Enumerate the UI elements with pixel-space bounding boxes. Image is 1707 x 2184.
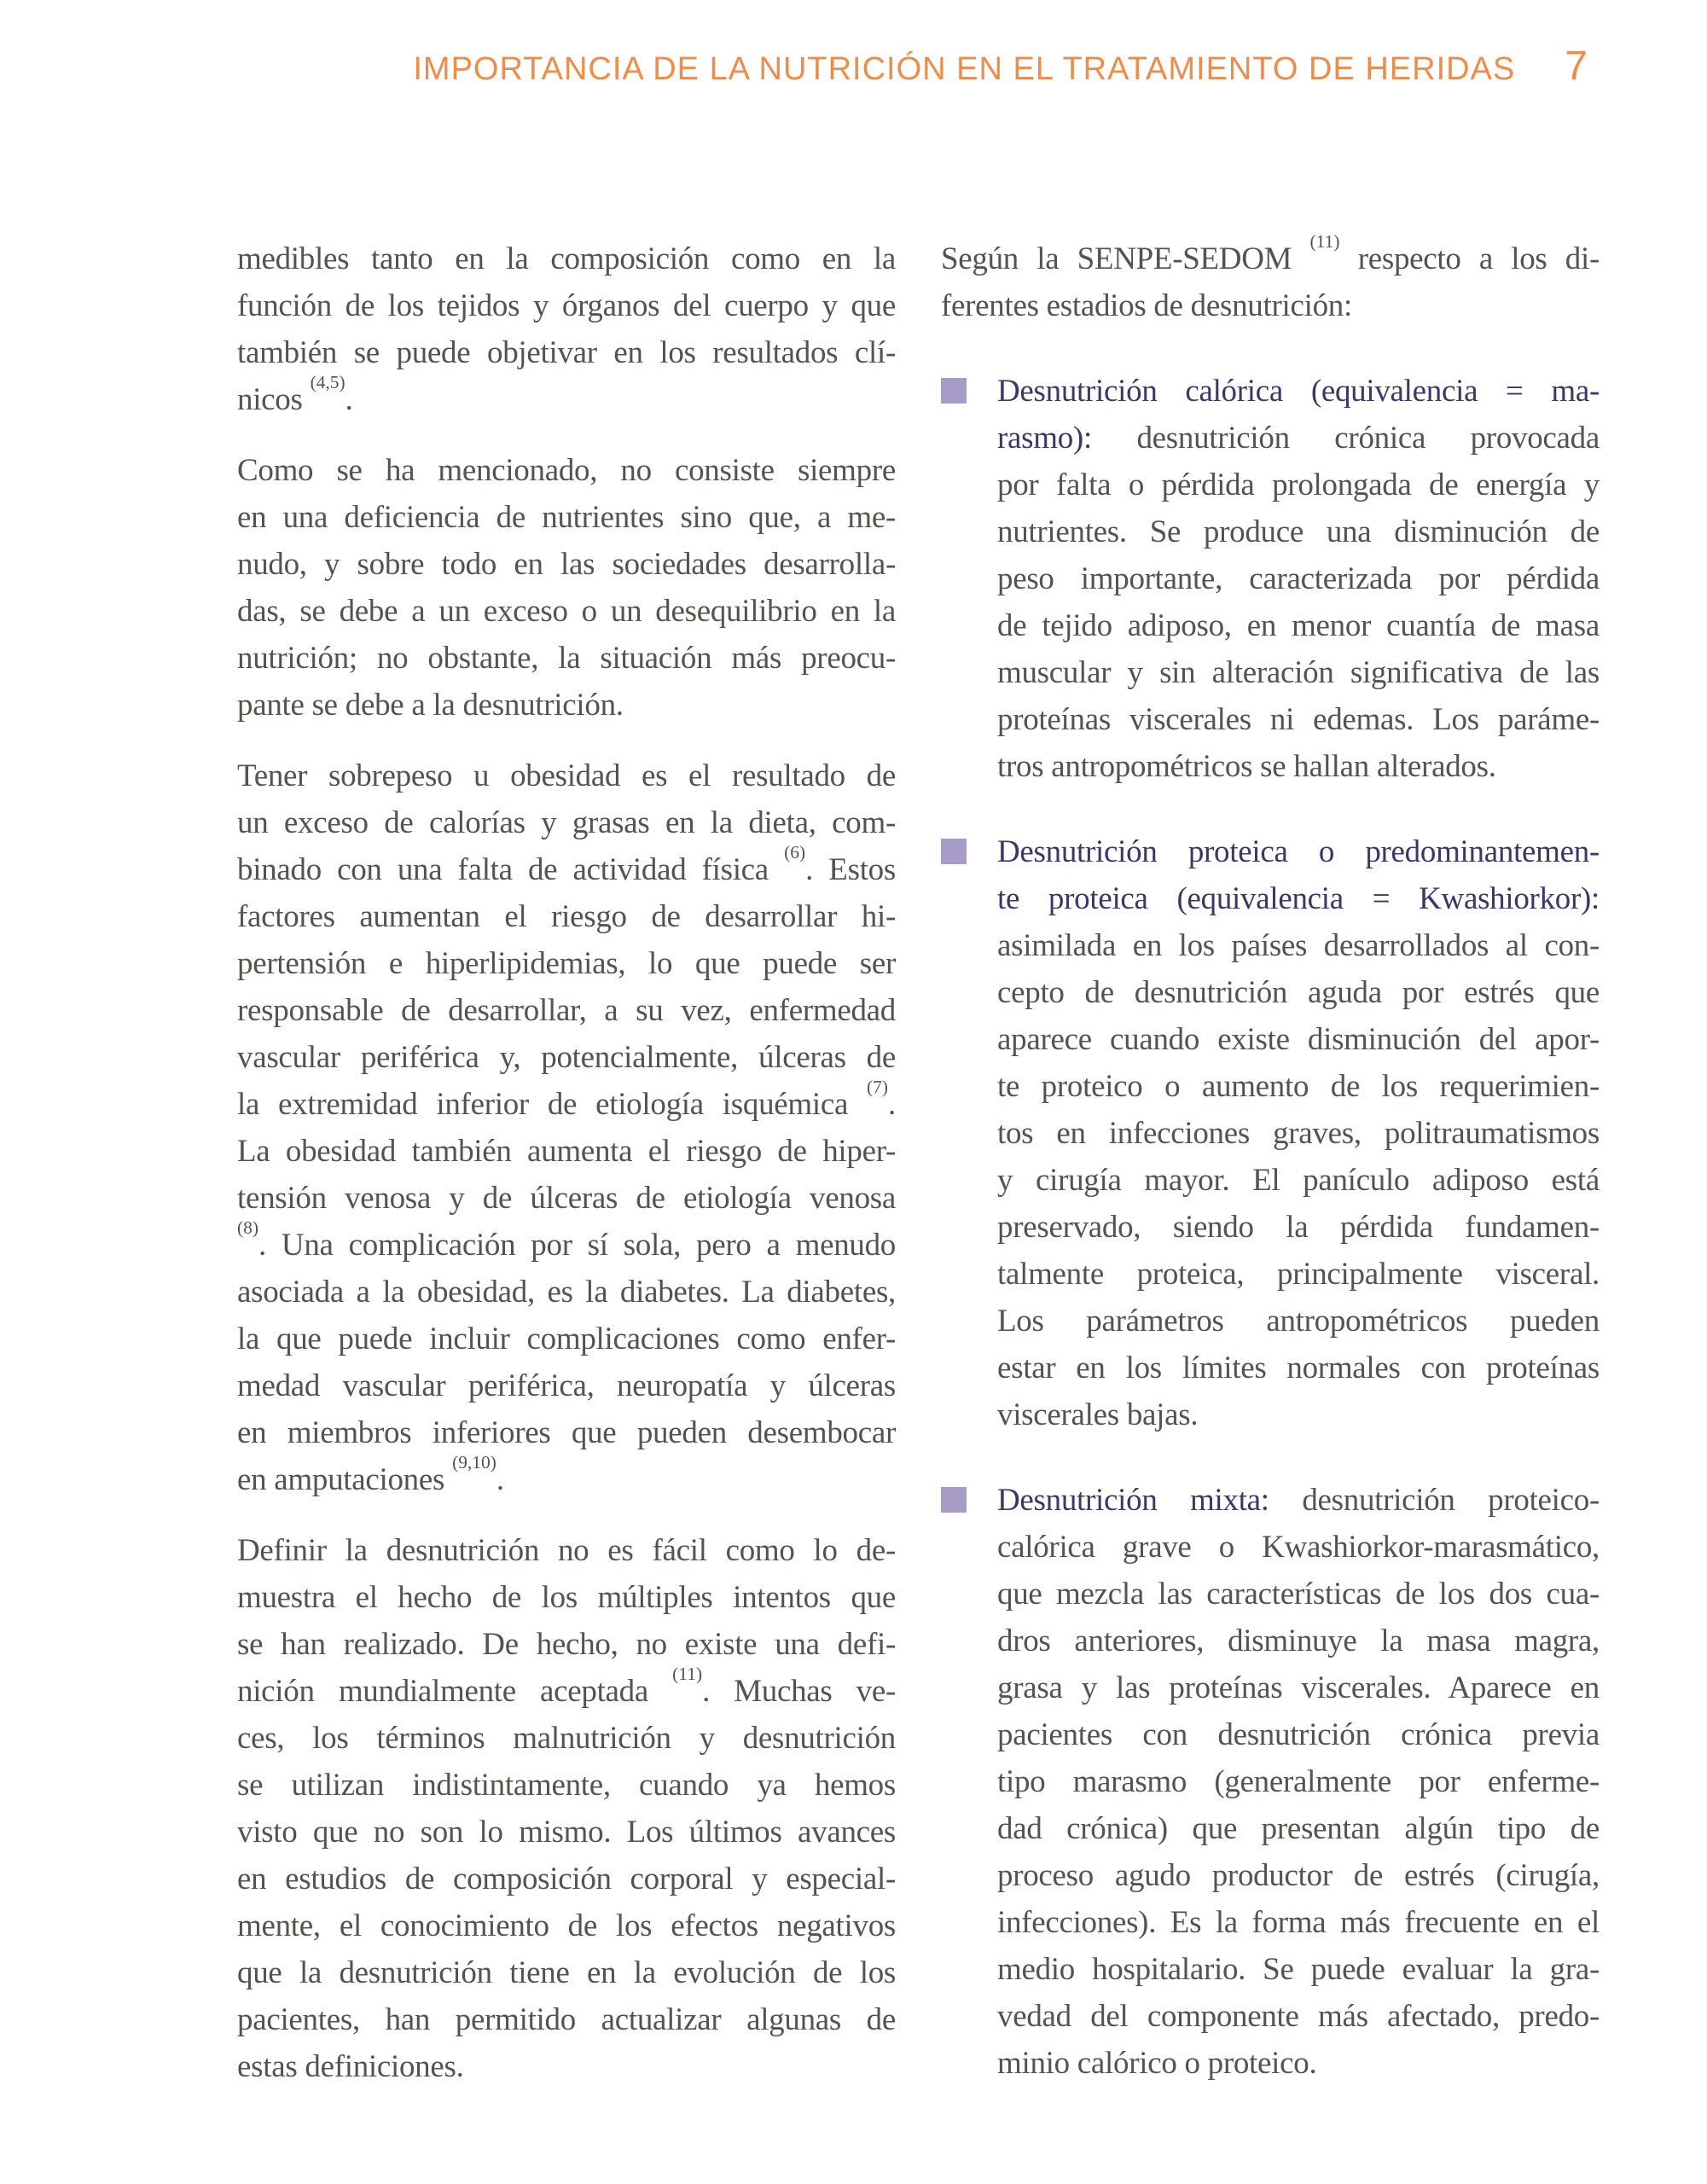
text-line: Como se ha mencionado, no consiste siempre bbox=[237, 453, 896, 488]
bullet-square-icon bbox=[941, 839, 967, 864]
text-line: vedad del componente más afectado, predo- bbox=[997, 1999, 1600, 2034]
definition-term: te proteica (equivalencia = Kwashiorkor): bbox=[997, 881, 1600, 916]
definition-text bbox=[997, 1477, 1600, 2087]
text-line: por falta o pérdida prolongada de energía y bbox=[997, 468, 1600, 502]
text-line: asimilada en los países desarrollados al con- bbox=[997, 928, 1600, 963]
reference-marker: (6) bbox=[784, 841, 806, 863]
text-line: la que puede incluir complicaciones como enfer- bbox=[237, 1321, 896, 1356]
text-line: nutrientes. Se produce una disminución de bbox=[997, 514, 1600, 549]
text-line: nudo, y sobre todo en las sociedades desarrolla- bbox=[237, 547, 896, 582]
text-line: tros antropométricos se hallan alterados. bbox=[997, 749, 1496, 784]
text-line: se han realizado. De hecho, no existe una defi- bbox=[237, 1627, 896, 1662]
intro-paragraph bbox=[941, 230, 1600, 329]
definition-text bbox=[997, 368, 1600, 790]
text-line: pacientes con desnutrición crónica previa bbox=[997, 1717, 1600, 1752]
text-line: La obesidad también aumenta el riesgo de hiper- bbox=[237, 1134, 896, 1169]
bullet-square-icon bbox=[941, 1487, 967, 1513]
text-line: Tener sobrepeso u obesidad es el resultado de bbox=[237, 758, 896, 793]
text-line: te proteico o aumento de los requerimien- bbox=[997, 1069, 1600, 1104]
text-line: nutrición; no obstante, la situación más preocu- bbox=[237, 641, 896, 676]
reference-marker: (4,5) bbox=[310, 371, 345, 392]
text-line bbox=[997, 828, 1600, 875]
text-line: factores aumentan el riesgo de desarrollar hi- bbox=[237, 899, 896, 934]
paragraph bbox=[237, 752, 896, 1503]
text-line: das, se debe a un exceso o un desequilibrio en la bbox=[237, 594, 896, 629]
text-line: estas definiciones. bbox=[237, 2049, 464, 2084]
definition-list-item bbox=[941, 368, 1600, 790]
text-line: y cirugía mayor. El panículo adiposo está bbox=[997, 1163, 1600, 1198]
text-line: en miembros inferiores que pueden desembocar bbox=[237, 1415, 896, 1450]
text-line: función de los tejidos y órganos del cuerpo y que bbox=[237, 288, 896, 323]
text-line: aparece cuando existe disminución del apor- bbox=[997, 1022, 1600, 1057]
text-line: Según la SENPE-SEDOM $^{(11)}$ respecto a los di- bbox=[941, 230, 1600, 276]
text-line: responsable de desarrollar, a su vez, enfermedad bbox=[237, 993, 896, 1028]
reference-marker: (8) bbox=[237, 1217, 259, 1238]
text-line: muscular y sin alteración significativa de las bbox=[997, 655, 1600, 690]
text-line: grasa y las proteínas viscerales. Aparece en bbox=[997, 1670, 1600, 1705]
right-column bbox=[941, 230, 1600, 2087]
text-line: en una deficiencia de nutrientes sino que, a me- bbox=[237, 500, 896, 535]
text-line: que mezcla las características de los dos cua- bbox=[997, 1577, 1600, 1612]
text-line: mente, el conocimiento de los efectos negativos bbox=[237, 1908, 896, 1943]
text-line: muestra el hecho de los múltiples intentos que bbox=[237, 1580, 896, 1615]
text-line: tos en infecciones graves, politraumatismos bbox=[997, 1116, 1600, 1151]
definition-term: Desnutrición calórica (equivalencia = ma- bbox=[997, 374, 1600, 409]
text-line: $^{(8)}$. Una complicación por sí sola, pero a menudo bbox=[237, 1217, 896, 1263]
left-column bbox=[237, 235, 896, 2090]
text-line: también se puede objetivar en los resultados clí- bbox=[237, 335, 896, 370]
text-line: preservado, siendo la pérdida fundamen- bbox=[997, 1210, 1600, 1245]
running-title: IMPORTANCIA DE LA NUTRICIÓN EN EL TRATAMIENTO DE HERIDAS bbox=[413, 51, 1516, 87]
text-line: dros anteriores, disminuye la masa magra, bbox=[997, 1623, 1600, 1658]
text-line: estar en los límites normales con proteínas bbox=[997, 1350, 1600, 1385]
text-line: Los parámetros antropométricos pueden bbox=[997, 1304, 1600, 1339]
text-line: la extremidad inferior de etiología isquémica $^{(7)}$. bbox=[237, 1076, 896, 1122]
text-line: ferentes estadios de desnutrición: bbox=[941, 288, 1352, 323]
text-line: calórica grave o Kwashiorkor-marasmático, bbox=[997, 1530, 1600, 1565]
paragraph bbox=[237, 447, 896, 729]
definition-term: rasmo): bbox=[997, 421, 1092, 456]
running-header bbox=[413, 43, 1588, 90]
text-line: visto que no son lo mismo. Los últimos avances bbox=[237, 1815, 896, 1850]
paragraph bbox=[237, 1527, 896, 2090]
text-line: proteínas viscerales ni edemas. Los paráme- bbox=[997, 702, 1600, 737]
definition-list-item bbox=[941, 828, 1600, 1438]
text-line: pante se debe a la desnutrición. bbox=[237, 688, 624, 723]
text-line: asociada a la obesidad, es la diabetes. La diabetes, bbox=[237, 1275, 896, 1310]
bullet-square-icon bbox=[941, 378, 967, 404]
text-line: cepto de desnutrición aguda por estrés que bbox=[997, 975, 1600, 1010]
text-line: tensión venosa y de úlceras de etiología venosa bbox=[237, 1181, 896, 1216]
text-line: binado con una falta de actividad física $^{(6)}$. Estos bbox=[237, 841, 896, 887]
paragraph bbox=[237, 235, 896, 423]
text-line: nición mundialmente aceptada $^{(11)}$. Muchas ve- bbox=[237, 1663, 896, 1709]
text-line: medio hospitalario. Se puede evaluar la gra- bbox=[997, 1952, 1600, 1987]
text-line bbox=[997, 875, 1600, 922]
reference-marker: (11) bbox=[1309, 230, 1340, 252]
definition-term: Desnutrición proteica o predominantemen- bbox=[997, 834, 1600, 869]
text-line: un exceso de calorías y grasas en la dieta, com- bbox=[237, 805, 896, 840]
text-line: en amputaciones $^{(9,10)}$. bbox=[237, 1451, 504, 1497]
text-line: Desnutrición mixta: desnutrición proteico- bbox=[997, 1483, 1600, 1518]
text-line: que la desnutrición tiene en la evolución de los bbox=[237, 1955, 896, 1990]
text-line: vascular periférica y, potencialmente, úlceras de bbox=[237, 1040, 896, 1075]
text-line: ces, los términos malnutrición y desnutrición bbox=[237, 1721, 896, 1756]
definition-term: Desnutrición mixta: bbox=[997, 1483, 1269, 1518]
text-line: talmente proteica, principalmente visceral. bbox=[997, 1257, 1600, 1292]
text-line: en estudios de composición corporal y especial- bbox=[237, 1862, 896, 1896]
text-line: de tejido adiposo, en menor cuantía de masa bbox=[997, 608, 1600, 643]
text-line: proceso agudo productor de estrés (cirugía, bbox=[997, 1858, 1600, 1893]
text-line: pacientes, han permitido actualizar algunas de bbox=[237, 2002, 896, 2037]
text-line: se utilizan indistintamente, cuando ya hemos bbox=[237, 1768, 896, 1803]
text-line: tipo marasmo (generalmente por enferme- bbox=[997, 1764, 1600, 1799]
text-line: minio calórico o proteico. bbox=[997, 2046, 1317, 2081]
reference-marker: (7) bbox=[867, 1076, 889, 1097]
definition-list-item bbox=[941, 1477, 1600, 2087]
text-line: infecciones). Es la forma más frecuente en el bbox=[997, 1905, 1600, 1940]
reference-marker: (11) bbox=[672, 1663, 703, 1684]
text-line: dad crónica) que presentan algún tipo de bbox=[997, 1811, 1600, 1846]
text-line: nicos $^{(4,5)}$. bbox=[237, 371, 353, 417]
text-line: peso importante, caracterizada por pérdida bbox=[997, 561, 1600, 596]
text-line bbox=[997, 368, 1600, 415]
text-line: rasmo): desnutrición crónica provocada bbox=[997, 421, 1600, 456]
page-number: 7 bbox=[1565, 44, 1588, 89]
text-line: medibles tanto en la composición como en la bbox=[237, 241, 896, 276]
text-line: medad vascular periférica, neuropatía y úlceras bbox=[237, 1368, 896, 1403]
definition-text bbox=[997, 828, 1600, 1438]
text-line: pertensión e hiperlipidemias, lo que puede ser bbox=[237, 946, 896, 981]
text-line: viscerales bajas. bbox=[997, 1397, 1199, 1432]
reference-marker: (9,10) bbox=[452, 1451, 496, 1472]
text-line: Definir la desnutrición no es fácil como lo de- bbox=[237, 1533, 896, 1568]
